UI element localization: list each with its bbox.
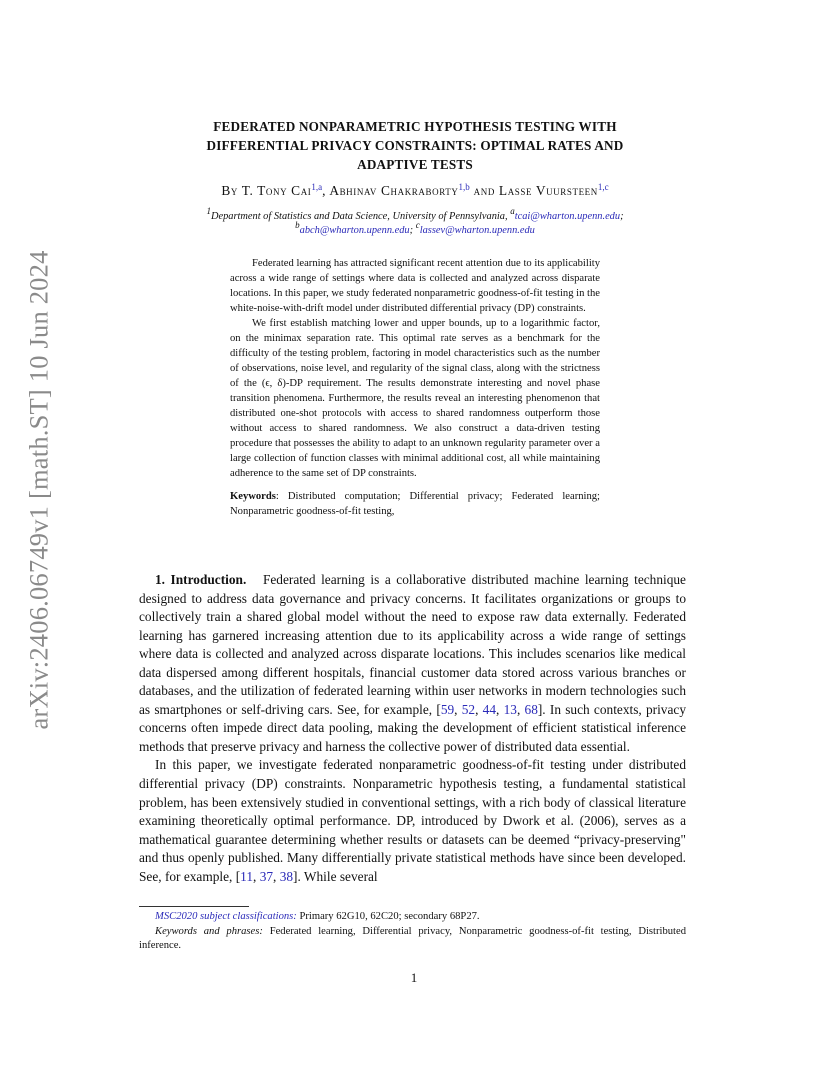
author-separator: , bbox=[322, 183, 330, 198]
paragraph-text: ]. While several bbox=[293, 868, 378, 884]
author-name: T. Tony Cai bbox=[241, 183, 312, 198]
separator: ; bbox=[620, 211, 624, 222]
author-affil-mark[interactable]: 1,a bbox=[311, 182, 323, 192]
citation-link[interactable]: 38 bbox=[279, 868, 294, 884]
citation-link[interactable]: 52 bbox=[461, 701, 476, 717]
body-paragraph: In this paper, we investigate federated nonparametric goodness-of-fit testing under distributed differential privacy (DP) constraints. Nonparametric hypothesis testing, a fundamental statistical problem, has been extensively studied in conventional settings, with a rich body of classical literature examining theoretically optimal performance. DP, introduced by Dwork et al. (2006), serves as a mathematical guarantee determining whether results or datasets can be deemed “privacy-preserving" and thus openly published. Many differentially private statistical methods have since been developed. See, for example, [11, 37, 38]. While several bbox=[139, 757, 686, 884]
footnote-keywords bbox=[139, 925, 686, 954]
paragraph-text: Federated learning is a collaborative distributed machine learning technique designed to address data governance and privacy concerns. It facilitates organizations or groups to collectively train a shared global model without the need to expose raw data externally. Federated learning has garnered increasing attention due to its applicability across a wide range of settings where data is collected and analyzed across disparate locations. This includes scenarios like medical data dispersed among different hospitals, financial customer data stored across various branches or databases, and the utilization of federated learning within user networks in modern technologies such as smartphones or self-driving cars. See, for example, [ bbox=[139, 572, 686, 717]
citation-link[interactable]: 59 bbox=[440, 701, 455, 717]
body-paragraph: 1. Introduction. Federated learning is a collaborative distributed machine learning technique designed to address data governance and privacy concerns. It facilitates organizations or groups to collectively train a shared global model without the need to expose raw data externally. Federated learning has garnered increasing attention due to its applicability across a wide range of settings where data is collected and analyzed across disparate locations. This includes scenarios like medical data dispersed among different hospitals, financial customer data stored across various branches or databases, and the utilization of federated learning within user networks in modern technologies such as smartphones or self-driving cars. See, for example, [59, 52, 44, 13, 68]. In such contexts, privacy concerns often impede direct data pooling, making the development of efficient statistical inference methods that preserve privacy and harness the collective power of distributed data essential. bbox=[139, 572, 686, 754]
department: Department of Statistics and Data Science, University of Pennsylvania, bbox=[210, 211, 511, 222]
author-separator: and bbox=[469, 183, 499, 198]
title-line: DIFFERENTIAL PRIVACY CONSTRAINTS: OPTIMAL RATES AND bbox=[206, 138, 624, 153]
keywords bbox=[230, 489, 600, 519]
author-name: Lasse Vuursteen bbox=[498, 183, 598, 198]
citation-link[interactable]: 11 bbox=[240, 868, 254, 884]
keywords-label: Keywords bbox=[230, 491, 276, 502]
paragraph-text: In this paper, we investigate federated nonparametric goodness-of-fit testing under distributed differential privacy (DP) constraints. Nonparametric hypothesis testing, a fundamental statistical problem, has been extensively studied in conventional settings, with a rich body of classical literature examining theoretically optimal performance. DP, introduced by Dwork et al. (2006), serves as a mathematical guarantee determining whether results or datasets can be deemed “privacy-preserving" and thus openly published. Many differentially private statistical methods have since been developed. See, for example, [ bbox=[139, 757, 686, 884]
title-line: FEDERATED NONPARAMETRIC HYPOTHESIS TESTING WITH bbox=[213, 119, 617, 134]
paragraph-text: ]. In such contexts, privacy concerns often impede direct data pooling, making the development of efficient statistical inference methods that preserve privacy and harness the collective power of distributed data essential. bbox=[139, 701, 686, 754]
abstract-paragraph: Federated learning has attracted significant recent attention due to its applicability across a wide range of settings where data is collected and analyzed across disparate locations. In this paper, we study federated nonparametric goodness-of-fit testing in the white-noise-with-drift model under distributed differential privacy (DP) constraints. bbox=[230, 258, 600, 314]
arxiv-stamp-text: arXiv:2406.06749v1 [math.ST] 10 Jun 2024 bbox=[23, 250, 54, 730]
separator: ; bbox=[409, 225, 416, 236]
author-name: Abhinav Chakraborty bbox=[329, 183, 459, 198]
footnote-text: Federated learning, Differential privacy, Nonparametric goodness-of-fit testing, Distributed inference. bbox=[139, 925, 686, 951]
section-heading: 1. Introduction. bbox=[155, 572, 247, 587]
title-line: ADAPTIVE TESTS bbox=[357, 157, 473, 172]
citation-link[interactable]: 13 bbox=[503, 701, 517, 717]
email-link[interactable]: lassev@wharton.upenn.edu bbox=[419, 225, 535, 236]
footnote-text: Primary 62G10, 62C20; secondary 68P27. bbox=[296, 911, 480, 922]
author-prefix: By bbox=[221, 183, 242, 198]
citation-link[interactable]: 68 bbox=[524, 701, 538, 717]
msc-link[interactable]: MSC2020 subject classifications: bbox=[155, 911, 297, 922]
footnote-msc bbox=[139, 910, 686, 925]
keywords-text: : Distributed computation; Differential privacy; Federated learning; Nonparametric goodness-of-fit testing, bbox=[230, 491, 600, 517]
email-link[interactable]: abch@wharton.upenn.edu bbox=[299, 225, 410, 236]
paper-title bbox=[160, 117, 670, 174]
citation-link[interactable]: 44 bbox=[482, 701, 497, 717]
footnotes bbox=[139, 910, 686, 954]
email-link[interactable]: tcai@wharton.upenn.edu bbox=[514, 211, 621, 222]
citation-link[interactable]: 37 bbox=[259, 868, 274, 884]
author-affil-mark[interactable]: 1,c bbox=[597, 182, 609, 192]
author-affil-mark[interactable]: 1,b bbox=[458, 182, 470, 192]
abstract bbox=[230, 256, 600, 519]
affil-mark: b bbox=[295, 220, 300, 230]
affil-mark: a bbox=[510, 206, 515, 216]
arxiv-stamp bbox=[24, 210, 54, 770]
author-list bbox=[100, 183, 730, 199]
affiliation bbox=[170, 206, 660, 238]
affil-mark: c bbox=[415, 220, 420, 230]
footnote-rule bbox=[139, 906, 249, 907]
page-number: 1 bbox=[410, 970, 418, 985]
abstract-paragraph: We first establish matching lower and upper bounds, up to a logarithmic factor, on the minimax separation rate. This optimal rate serves as a benchmark for the difficulty of the testing problem, factoring in model characteristics such as the number of observations, noise level, and regularity of the signal class, along with the strictness of the (ϵ, δ)-DP requirement. The results demonstrate interesting and novel phase transition phenomena. Furthermore, the results reveal an interesting phenomenon that distributed one-shot protocols with access to shared randomness outperform those without access to shared randomness. We also construct a data-driven testing procedure that possesses the ability to adapt to an unknown regularity parameter over a large collection of function classes with minimal additional cost, all while maintaining adherence to the same set of DP constraints. bbox=[230, 318, 600, 479]
main-text bbox=[139, 571, 686, 886]
footnote-label: Keywords and phrases: bbox=[155, 925, 263, 937]
affiliation-line bbox=[170, 220, 660, 238]
affil-mark: 1 bbox=[206, 206, 211, 216]
